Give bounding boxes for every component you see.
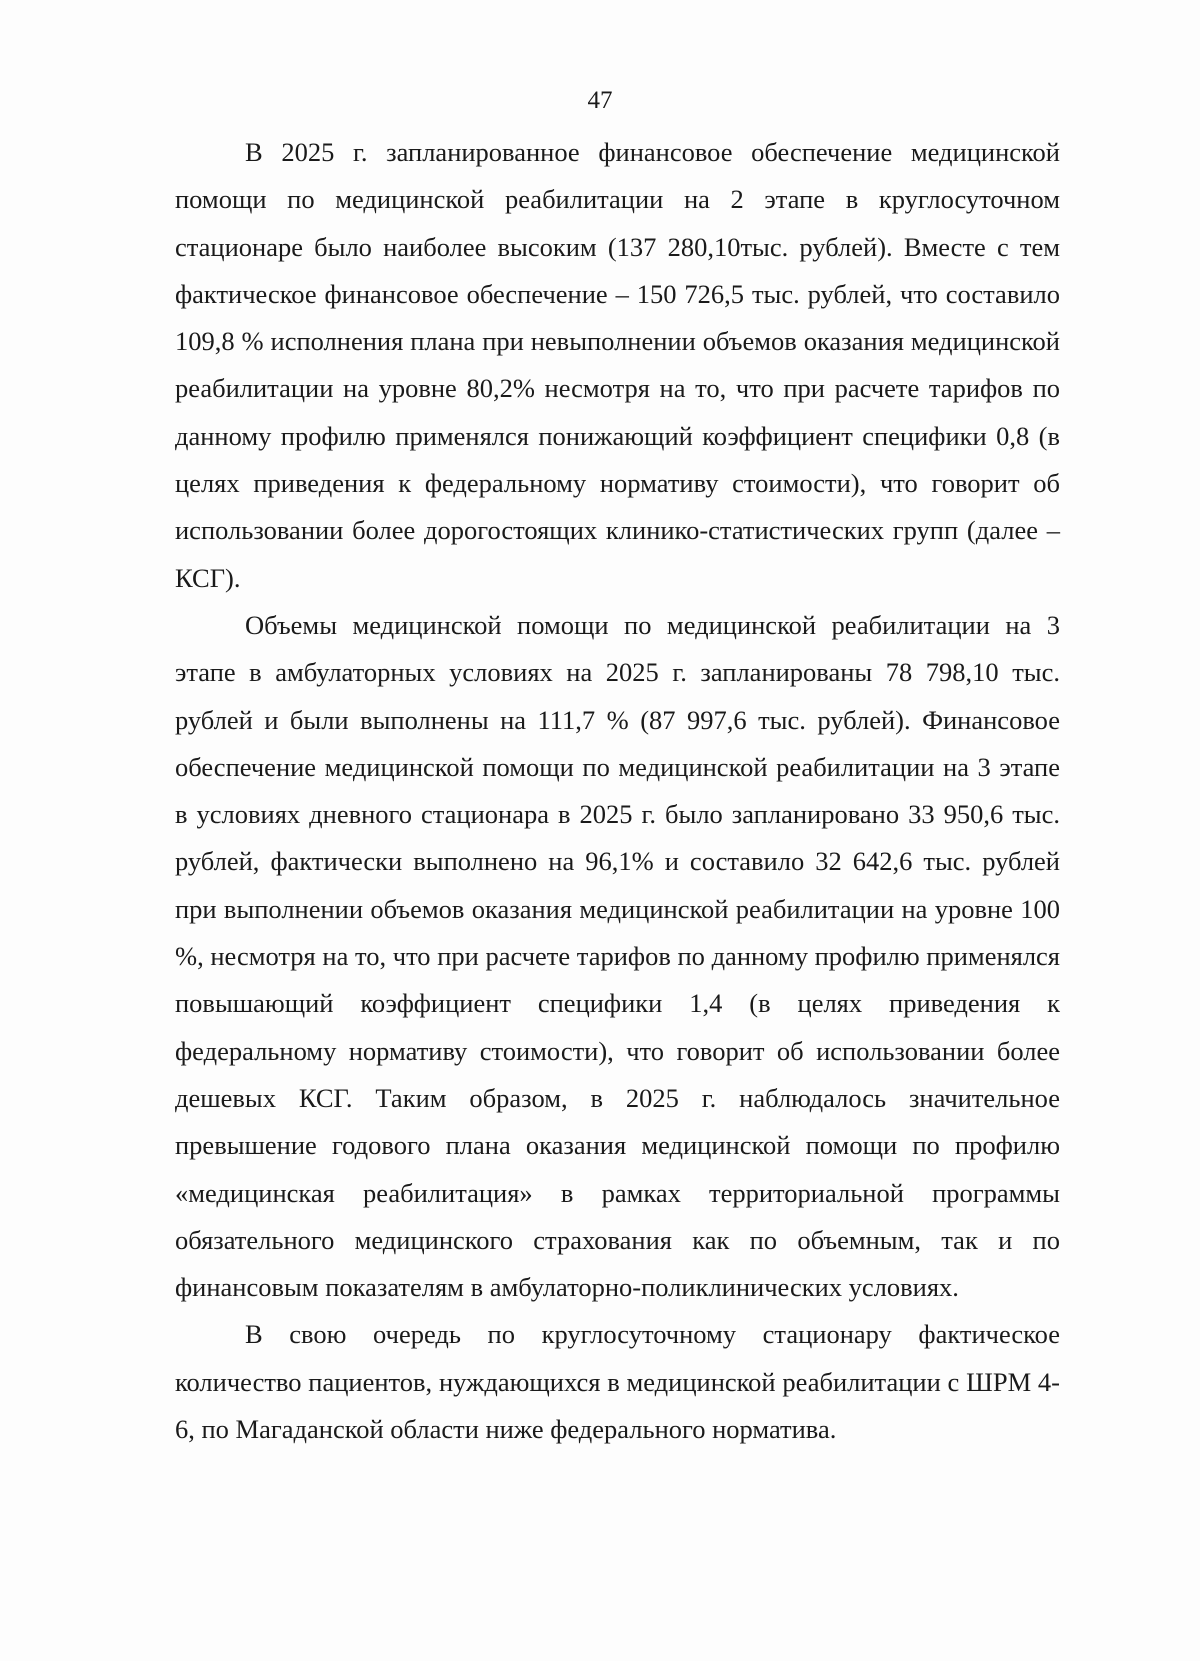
paragraph-rehab-stage-2: В 2025 г. запланированное финансовое обеспечение медицинской помощи по медицинской реабилитации на 2 этапе в круглосуточном стационаре было наиболее высоким (137 280,10тыс. рублей). Вместе с тем фактическое финансовое обеспечение – 150 726,5 тыс. рублей, что составило 109,8 % исполнения плана при невыполнении объемов оказания медицинской реабилитации на уровне 80,2% несмотря на то, что при расчете тарифов по данному профилю применялся понижающий коэффициент специфики 0,8 (в целях приведения к федеральному нормативу стоимости), что говорит об использовании более дорогостоящих клинико-статистических групп (далее – КСГ).: [175, 137, 1060, 593]
page-number: 47: [587, 87, 613, 114]
paragraph-round-the-clock-hospital: В свою очередь по круглосуточному стационару фактическое количество пациентов, нуждающихся в медицинской реабилитации с ШРМ 4-6, по Магаданской области ниже федерального норматива.: [175, 1319, 1060, 1445]
body-text: [175, 129, 1060, 1453]
paragraph-rehab-stage-3: Объемы медицинской помощи по медицинской реабилитации на 3 этапе в амбулаторных условиях на 2025 г. запланированы 78 798,10 тыс. рублей и были выполнены на 111,7 % (87 997,6 тыс. рублей). Финансовое обеспечение медицинской помощи по медицинской реабилитации на 3 этапе в условиях дневного стационара в 2025 г. было запланировано 33 950,6 тыс. рублей, фактически выполнено на 96,1% и составило 32 642,6 тыс. рублей при выполнении объемов оказания медицинской реабилитации на уровне 100 %, несмотря на то, что при расчете тарифов по данному профилю применялся повышающий коэффициент специфики 1,4 (в целях приведения к федеральному нормативу стоимости), что говорит об использовании более дешевых КСГ. Таким образом, в 2025 г. наблюдалось значительное превышение годового плана оказания медицинской помощи по профилю «медицинская реабилитация» в рамках территориальной программы обязательного медицинского страхования как по объемным, так и по финансовым показателям в амбулаторно-поликлинических условиях.: [175, 609, 1060, 1303]
